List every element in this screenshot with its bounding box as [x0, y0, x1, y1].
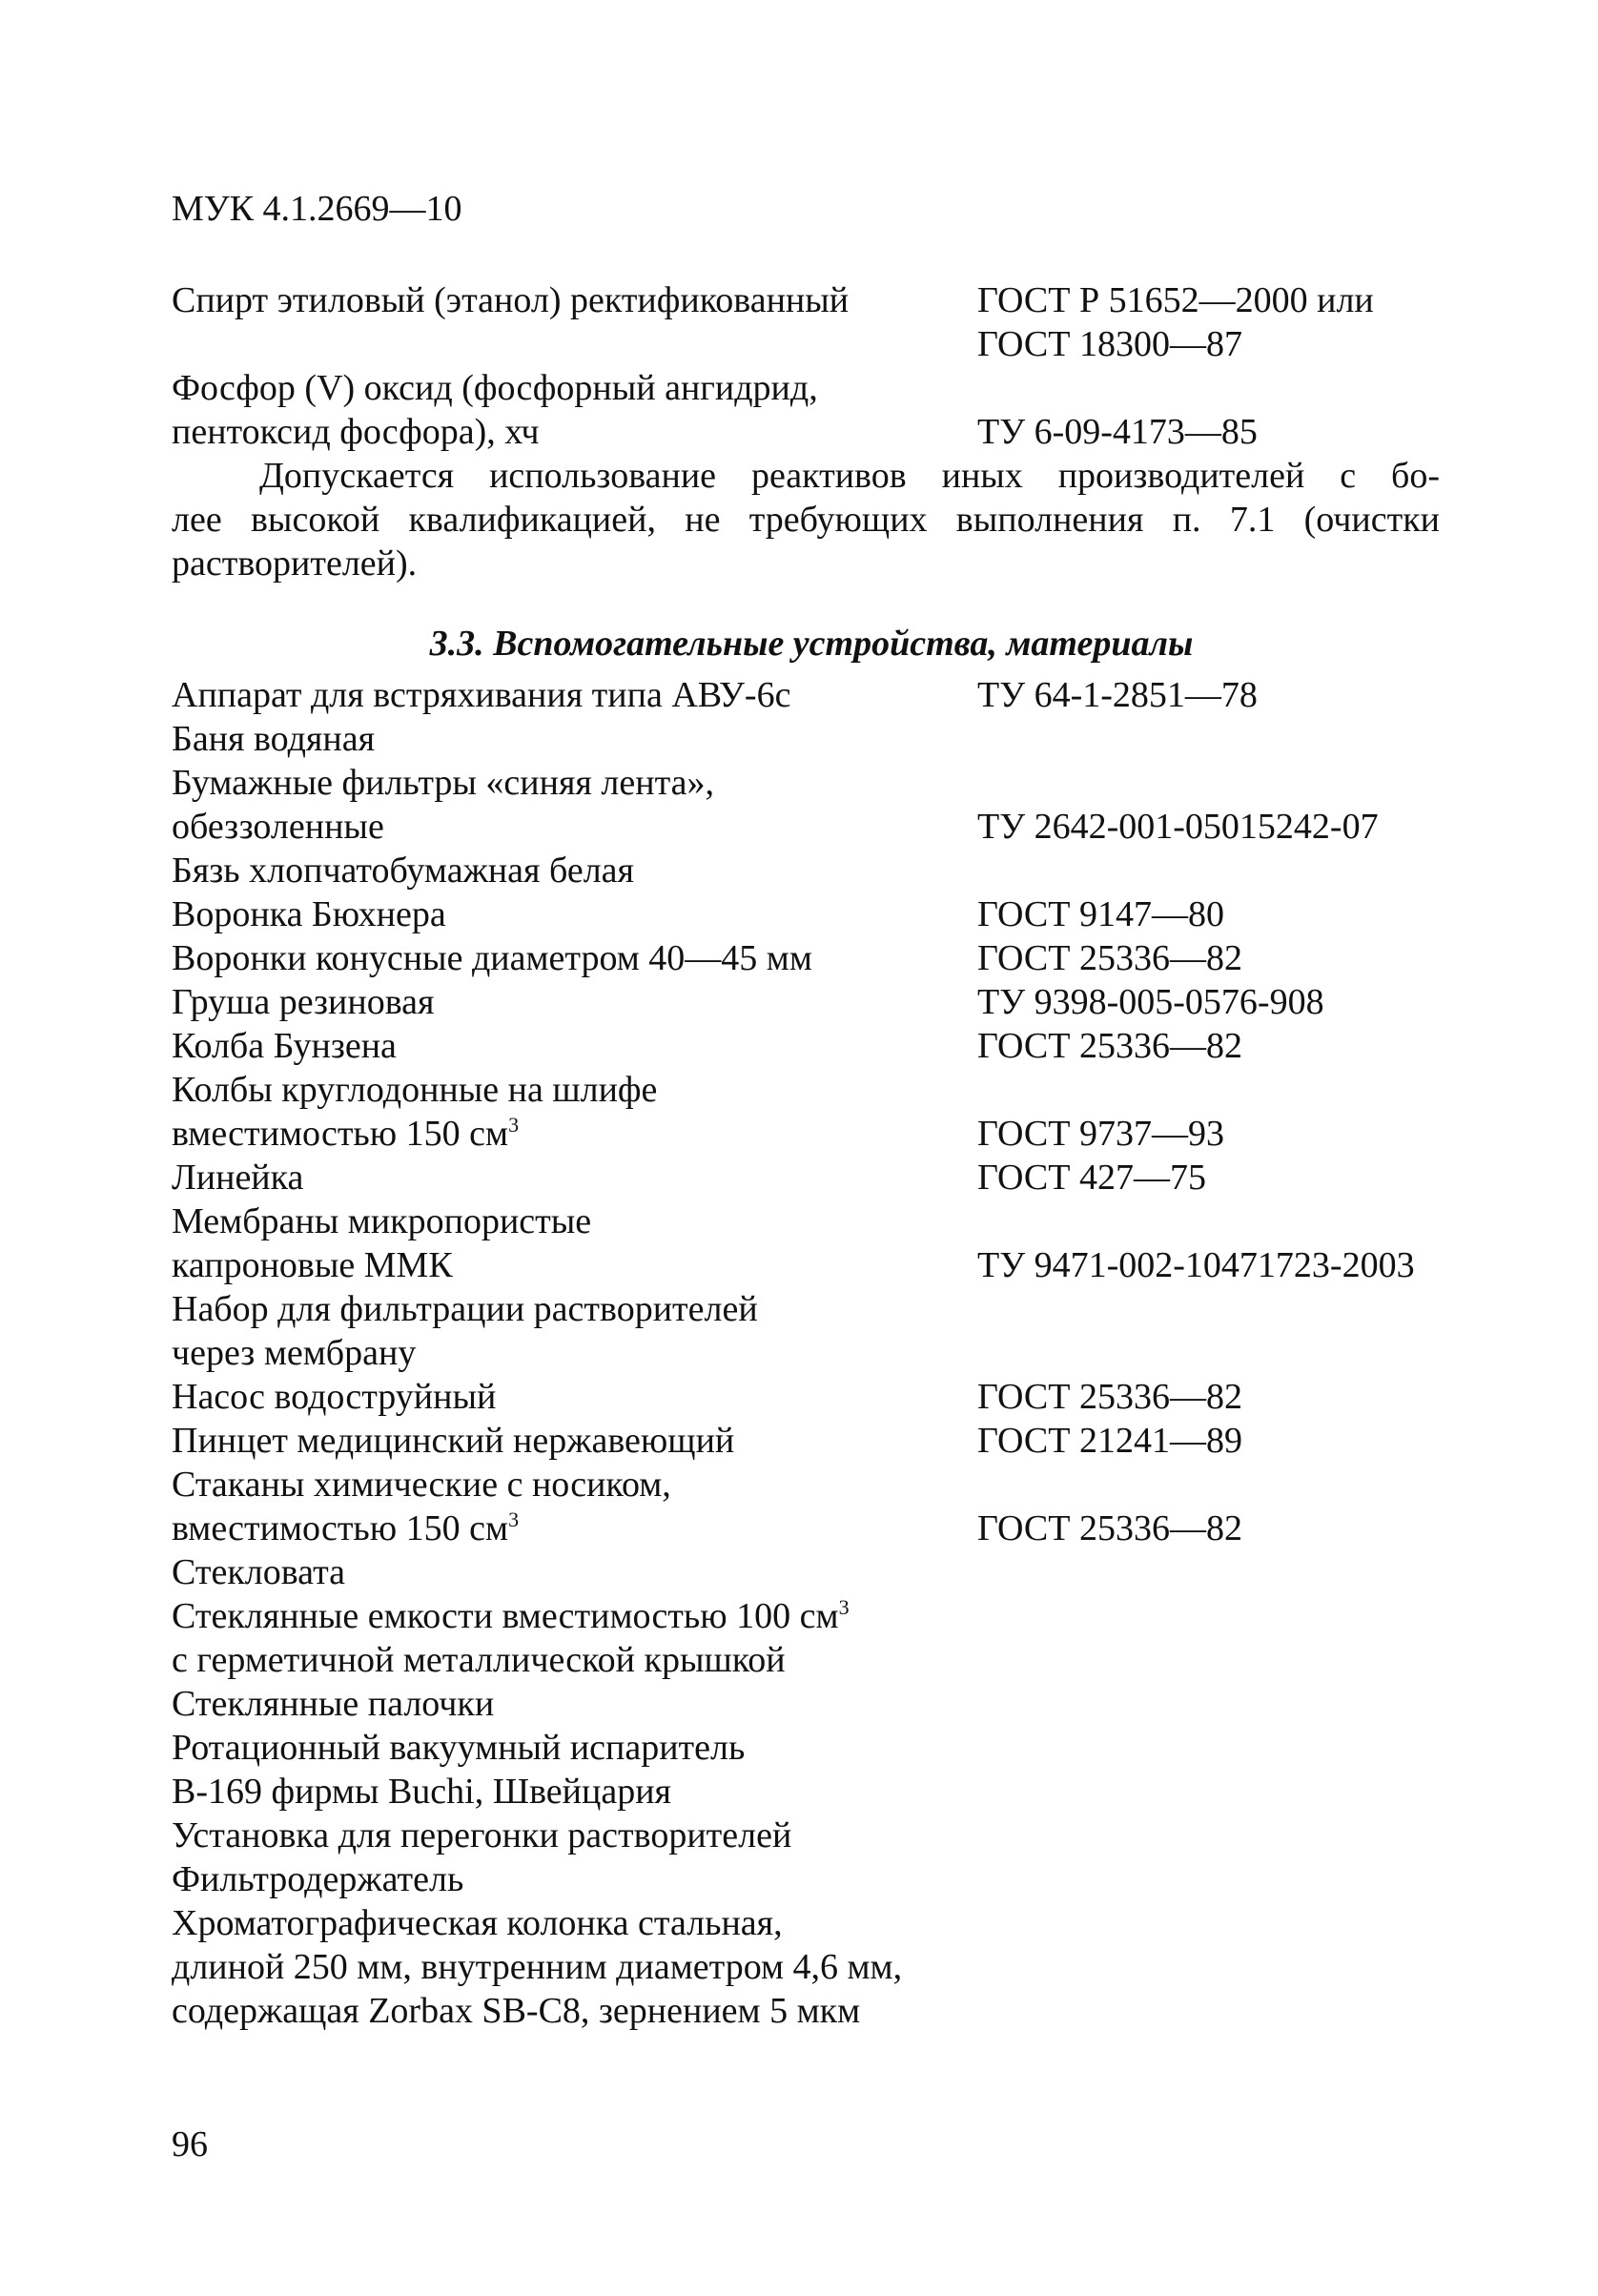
item-name: Стекловата [172, 1552, 346, 1592]
page-number: 96 [172, 2124, 208, 2164]
table-row [172, 1199, 1440, 1243]
item-standard: ГОСТ 21241—89 [977, 1421, 1242, 1461]
section-title-text: 3.3. Вспомогательные устройства, материалы [429, 624, 1194, 664]
superscript: 3 [508, 1113, 520, 1137]
table-row [172, 717, 1440, 761]
item-name [172, 1112, 519, 1156]
table-row [172, 1024, 1440, 1068]
item-standard: ТУ 6-09-4173—85 [977, 412, 1258, 452]
item-standard: ГОСТ 25336—82 [977, 1508, 1242, 1548]
item-name: Фильтродержатель [172, 1859, 464, 1899]
table-row [172, 1682, 1440, 1726]
item-standard: ТУ 2642-001-05015242-07 [977, 807, 1379, 847]
item-name: Хроматографическая колонка стальная, [172, 1903, 783, 1943]
item-standard: ГОСТ Р 51652—2000 или [977, 280, 1374, 320]
table-row [172, 1857, 1440, 1901]
table-row [172, 936, 1440, 980]
item-name: через мембрану [172, 1333, 417, 1373]
table-row [172, 1331, 1440, 1375]
note-line: растворителей). [172, 543, 418, 584]
item-name: Фосфор (V) оксид (фосфорный ангидрид, [172, 368, 818, 408]
table-row [172, 1726, 1440, 1770]
table-row [172, 1814, 1440, 1857]
table-row [172, 980, 1440, 1024]
item-name [172, 1507, 519, 1550]
item-standard: ГОСТ 9737—93 [977, 1114, 1224, 1154]
superscript: 3 [508, 1507, 520, 1531]
superscript: 3 [838, 1595, 850, 1619]
item-name: Ротационный вакуумный испаритель [172, 1728, 746, 1768]
item-name: Набор для фильтрации растворителей [172, 1289, 758, 1329]
item-standard: ГОСТ 9147—80 [977, 894, 1224, 934]
table-row [172, 322, 1440, 366]
item-name: Мембраны микропористые [172, 1201, 592, 1241]
table-row [172, 1068, 1440, 1112]
table-row [172, 673, 1440, 717]
item-name: капроновые ММК [172, 1245, 453, 1285]
table-row [172, 1507, 1440, 1550]
table-row [172, 1375, 1440, 1419]
item-name: Пинцет медицинский нержавеющий [172, 1421, 735, 1461]
table-row [172, 278, 1440, 322]
table-row [172, 761, 1440, 805]
item-name: с герметичной металлической крышкой [172, 1640, 786, 1680]
table-row [172, 805, 1440, 849]
item-standard: ГОСТ 427—75 [977, 1158, 1206, 1198]
item-name: Линейка [172, 1158, 304, 1198]
table-row [172, 1419, 1440, 1463]
item-name-text: Стеклянные емкости вместимостью 100 см [172, 1596, 839, 1636]
item-name: пентоксид фосфора), хч [172, 412, 540, 452]
note-paragraph [172, 454, 1440, 585]
item-name: содержащая Zorbax SB-C8, зернением 5 мкм [172, 1991, 861, 2031]
table-row [172, 1770, 1440, 1814]
item-name: Груша резиновая [172, 982, 435, 1022]
section-title [0, 622, 1598, 666]
note-line: лее высокой квалификацией, не требующих выполнения п. 7.1 (очистки [172, 500, 1440, 540]
item-name [172, 1594, 850, 1638]
table-row [172, 1243, 1440, 1287]
item-name: Насос водоструйный [172, 1377, 497, 1417]
item-name: Стаканы химические с носиком, [172, 1465, 671, 1505]
item-name: Колба Бунзена [172, 1026, 397, 1066]
table-row [172, 1287, 1440, 1331]
note-line: Допускается использование реактивов иных производителей с бо- [259, 456, 1440, 496]
table-row [172, 1594, 1440, 1638]
table-row [172, 1638, 1440, 1682]
item-name: длиной 250 мм, внутренним диаметром 4,6 мм, [172, 1947, 903, 1987]
table-row [172, 1463, 1440, 1507]
item-name: Стеклянные палочки [172, 1684, 495, 1724]
item-name: Бумажные фильтры «синяя лента», [172, 763, 715, 803]
item-name: Баня водяная [172, 719, 376, 759]
table-row [172, 410, 1440, 454]
item-standard: ТУ 64-1-2851—78 [977, 675, 1258, 715]
table-row [172, 1156, 1440, 1199]
item-standard: ТУ 9471-002-10471723-2003 [977, 1245, 1415, 1285]
table-row [172, 1112, 1440, 1156]
table-row [172, 1901, 1440, 1945]
item-name: Колбы круглодонные на шлифе [172, 1070, 658, 1110]
table-row [172, 892, 1440, 936]
document-header: МУК 4.1.2669—10 [172, 189, 462, 229]
item-standard: ГОСТ 25336—82 [977, 1377, 1242, 1417]
table-row [172, 1989, 1440, 2033]
item-standard: ГОСТ 25336—82 [977, 938, 1242, 978]
item-standard: ТУ 9398-005-0576-908 [977, 982, 1324, 1022]
table-row [172, 849, 1440, 892]
item-name: Установка для перегонки растворителей [172, 1815, 792, 1855]
item-standard: ГОСТ 25336—82 [977, 1026, 1242, 1066]
item-name: обеззоленные [172, 807, 384, 847]
item-name: Бязь хлопчатобумажная белая [172, 851, 635, 891]
table-row [172, 1945, 1440, 1989]
item-name: Воронки конусные диаметром 40—45 мм [172, 938, 812, 978]
item-name: Аппарат для встряхивания типа АВУ-6с [172, 675, 791, 715]
table-row [172, 366, 1440, 410]
table-row [172, 1550, 1440, 1594]
item-name: Воронка Бюхнера [172, 894, 446, 934]
item-standard: ГОСТ 18300—87 [977, 324, 1242, 364]
item-name: Спирт этиловый (этанол) ректификованный [172, 280, 850, 320]
item-name-text: вместимостью 150 см [172, 1114, 509, 1154]
item-name-text: вместимостью 150 см [172, 1508, 509, 1548]
item-name: В-169 фирмы Buchi, Швейцария [172, 1772, 672, 1812]
